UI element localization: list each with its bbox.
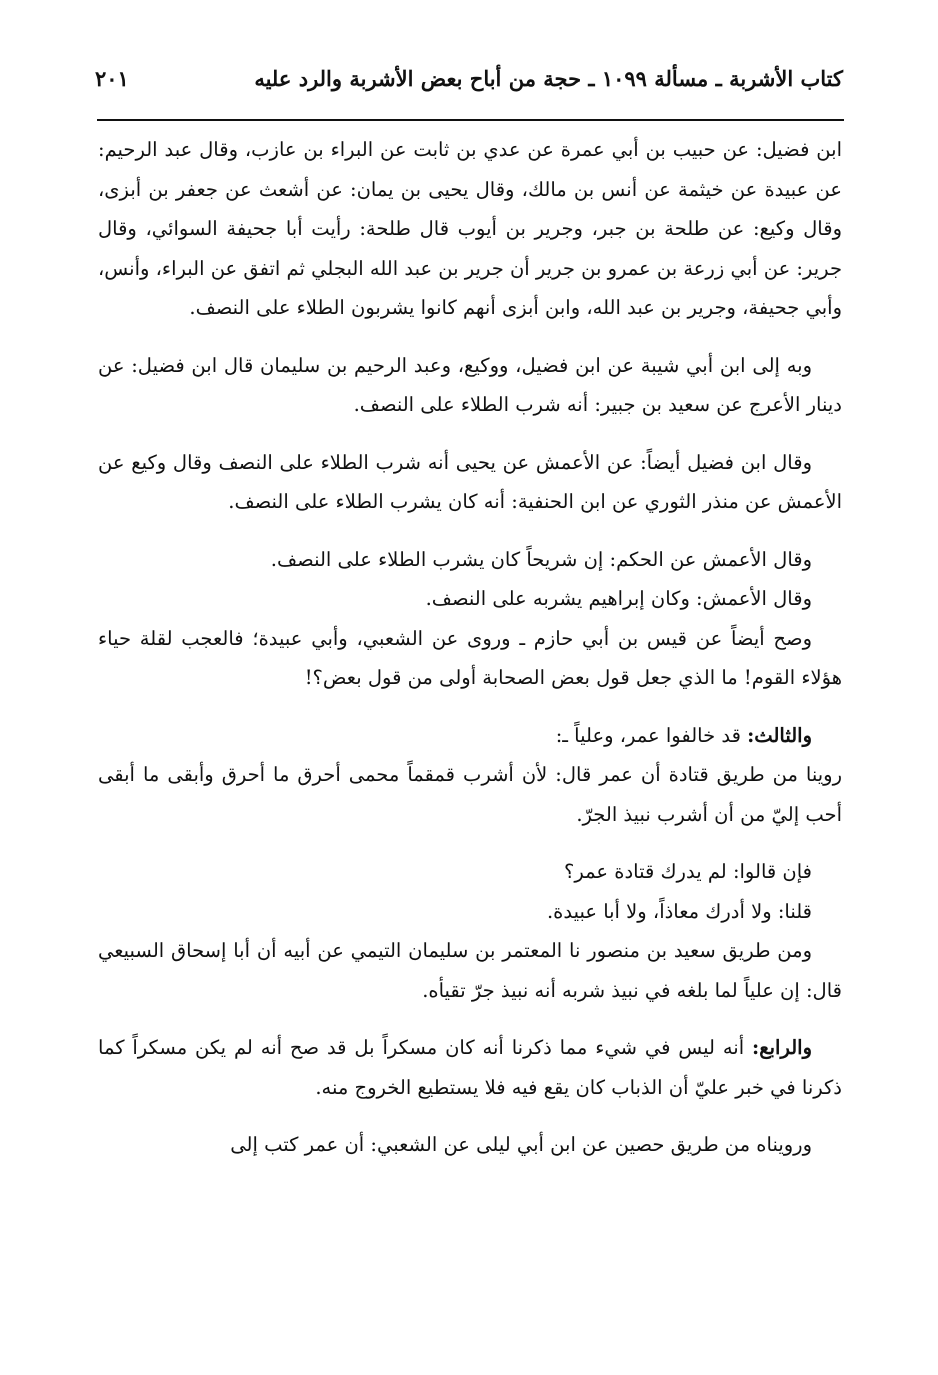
paragraph	[98, 931, 842, 1010]
body-text	[98, 130, 842, 1165]
paragraph	[98, 346, 842, 425]
paragraph	[98, 540, 842, 580]
paragraph-lead: والرابع:	[752, 1036, 812, 1059]
paragraph-text: وقال الأعمش عن الحكم: إن شريحاً كان يشرب الطلاء على النصف.	[270, 547, 812, 571]
paragraph-text: قد خالفوا عمر، وعلياً ـ:	[555, 723, 748, 747]
paragraph-text: ومن طريق سعيد بن منصور نا المعتمر بن سليمان التيمي عن أبيه أن أبا إسحاق السبيعي قال: إن علياً لما بلغه في نبيذ شربه أنه نبيذ جرّ تقيأه.	[98, 939, 842, 1002]
paragraph	[98, 579, 842, 619]
paragraph	[98, 1028, 842, 1107]
paragraph-text: وقال ابن فضيل أيضاً: عن الأعمش عن يحيى أنه شرب الطلاء على النصف وقال وكيع عن الأعمش عن منذر الثوري عن ابن الحنفية: أنه كان يشرب الطلاء على النصف.	[98, 450, 842, 513]
paragraph	[98, 443, 842, 522]
paragraph	[98, 619, 842, 698]
paragraph	[98, 130, 842, 328]
page-number: ٢٠١	[95, 65, 129, 91]
paragraph-lead: والثالث:	[747, 723, 812, 747]
paragraph-text: ابن فضيل: عن حبيب بن أبي عمرة عن عدي بن ثابت عن البراء بن عازب، وقال عبد الرحيم: عن عبيدة عن خيثمة عن أنس بن مالك، وقال يحيى بن يمان: عن أشعث عن جعفر بن أبزى، وقال وكيع: عن طلحة بن جبر، وجرير بن أيوب قال طلحة: رأيت أبا جحيفة السوائي، وقال جرير: عن أبي زرعة بن عمرو بن جرير أن جرير بن عبد الله البجلي ثم اتفق عن البراء، وأنس، وأبي جحيفة، وجرير بن عبد الله، وابن أبزى أنهم كانوا يشربون الطلاء على النصف.	[98, 138, 842, 319]
header-rule	[97, 119, 844, 121]
paragraph-text: روينا من طريق قتادة أن عمر قال: لأن أشرب قمقماً محمى أحرق ما أحرق وأبقى ما أبقى أحب إليّ من أن أشرب نبيذ الجرّ.	[98, 763, 842, 826]
paragraph	[98, 716, 842, 756]
paragraph-text: وقال الأعمش: وكان إبراهيم يشربه على النصف.	[425, 587, 812, 610]
paragraph-text: أنه ليس في شيء مما ذكرنا أنه كان مسكراً بل قد صح أنه لم يكن مسكراً كما ذكرنا في خبر عليّ أن الذباب كان يقع فيه فلا يستطيع الخروج منه.	[98, 1036, 842, 1099]
page-header	[95, 58, 843, 98]
paragraph	[98, 852, 842, 892]
paragraph-text: فإن قالوا: لم يدرك قتادة عمر؟	[564, 860, 812, 883]
paragraph	[98, 1125, 842, 1165]
paragraph-text: وصح أيضاً عن قيس بن أبي حازم ـ وروى عن الشعبي، وأبي عبيدة؛ فالعجب لقلة حياء هؤلاء القوم! ما الذي جعل قول بعض الصحابة أولى من قول بعض؟!	[98, 626, 842, 689]
paragraph	[98, 755, 842, 834]
paragraph-text: وبه إلى ابن أبي شيبة عن ابن فضيل، ووكيع، وعبد الرحيم بن سليمان قال ابن فضيل: عن دينار الأعرج عن سعيد بن جبير: أنه شرب الطلاء على النصف.	[98, 353, 842, 416]
running-title: كتاب الأشربة ـ مسألة ١٠٩٩ ـ حجة من أباح بعض الأشربة والرد عليه	[254, 65, 843, 91]
paragraph-text: قلنا: ولا أدرك معاذاً، ولا أبا عبيدة.	[546, 899, 812, 923]
paragraph-text: ورويناه من طريق حصين عن ابن أبي ليلى عن الشعبي: أن عمر كتب إلى	[230, 1133, 812, 1156]
paragraph	[98, 892, 842, 932]
